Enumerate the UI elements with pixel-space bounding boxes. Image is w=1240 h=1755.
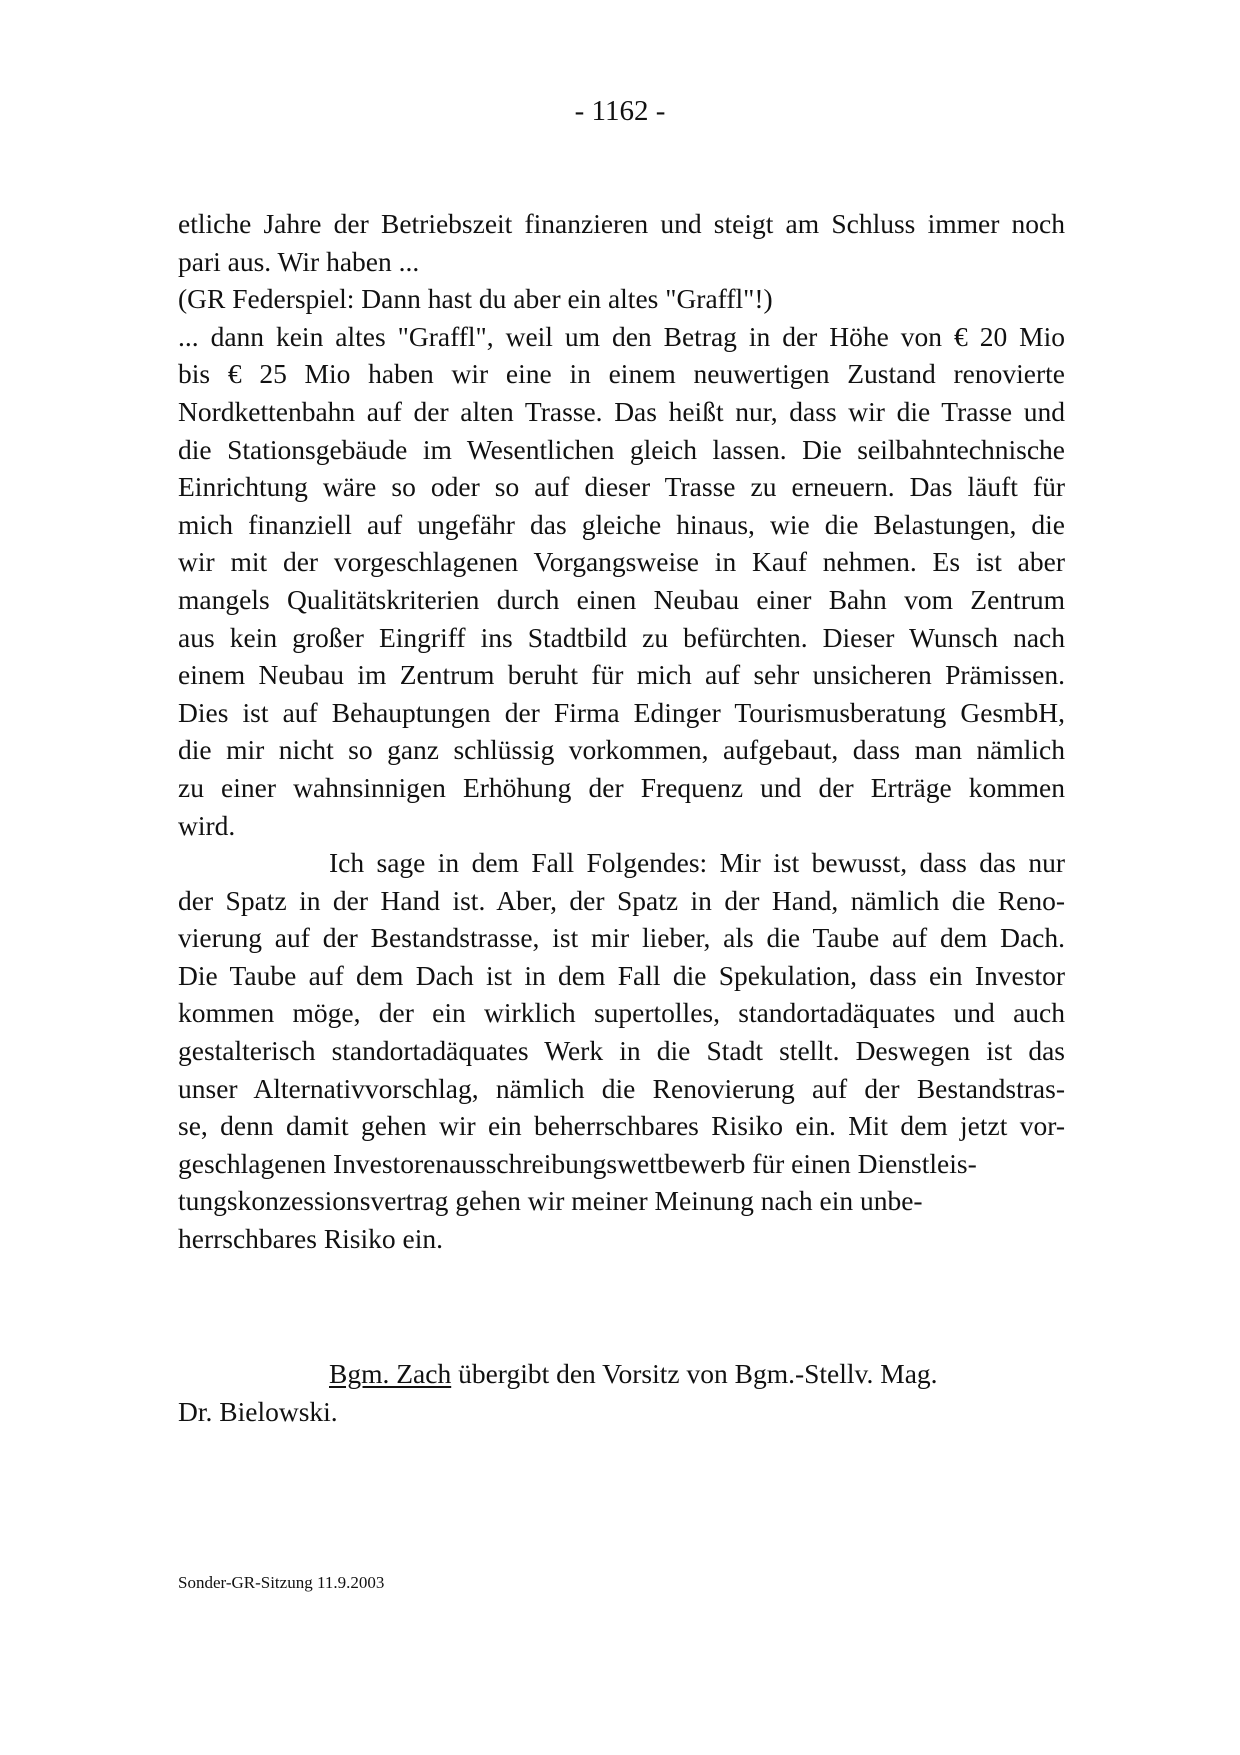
paragraph-continuation (178, 205, 1065, 844)
text-line: Nordkettenbahn auf der alten Trasse. Das heißt nur, dass wir die Trasse und (178, 395, 1065, 427)
text-line: zu einer wahnsinnigen Erhöhung der Frequenz und der Erträge kommen (178, 771, 1065, 803)
text-line: geschlagenen Investorenausschreibungswettbewerb für einen Dienstleis- (178, 1147, 977, 1179)
text-line: unser Alternativvorschlag, nämlich die Renovierung auf der Bestandstras- (178, 1072, 1065, 1104)
text-line: etliche Jahre der Betriebszeit finanzieren und steigt am Schluss immer noch (178, 208, 1065, 239)
text-line: wird. (178, 809, 236, 841)
text-line: kommen möge, der ein wirklich supertolles, standortadäquates und auch (178, 997, 1065, 1029)
text-line: Einrichtung wäre so oder so auf dieser Trasse zu erneuern. Das läuft für (178, 471, 1065, 503)
speaker-name: Bgm. Zach (329, 1358, 452, 1389)
text-line: gestalterisch standortadäquates Werk in die Stadt stellt. Deswegen ist das (178, 1035, 1065, 1067)
handover-line-1 (178, 1355, 1065, 1393)
text-line: die Stationsgebäude im Wesentlichen gleich lassen. Die seilbahntechnische (178, 433, 1065, 465)
handover-text: übergibt den Vorsitz von Bgm.-Stellv. Mag. (451, 1358, 938, 1389)
text-line: der Spatz in der Hand ist. Aber, der Spatz in der Hand, nämlich die Reno- (178, 884, 1065, 916)
chair-handover-note (178, 1355, 1065, 1431)
text-line: Ich sage in dem Fall Folgendes: Mir ist bewusst, dass das nur (329, 847, 1065, 879)
text-line: herrschbares Risiko ein. (178, 1223, 443, 1255)
text-line: se, denn damit gehen wir ein beherrschbares Risiko ein. Mit dem jetzt vor- (178, 1110, 1065, 1142)
text-line: ... dann kein altes "Graffl", weil um den Betrag in der Höhe von € 20 Mio (178, 320, 1065, 352)
text-line: pari aus. Wir haben ... (178, 245, 420, 277)
text-line: bis € 25 Mio haben wir eine in einem neuwertigen Zustand renovierte (178, 358, 1065, 390)
interjection-line: (GR Federspiel: Dann hast du aber ein altes "Graffl"!) (178, 283, 773, 315)
text-line: wir mit der vorgeschlagenen Vorgangsweise in Kauf nehmen. Es ist aber (178, 546, 1065, 578)
page-number: - 1162 - (574, 95, 666, 127)
text-line: aus kein großer Eingriff ins Stadtbild zu befürchten. Dieser Wunsch nach (178, 621, 1065, 653)
text-line: mich finanziell auf ungefähr das gleiche hinaus, wie die Belastungen, die (178, 508, 1065, 540)
text-line: Die Taube auf dem Dach ist in dem Fall die Spekulation, dass ein Investor (178, 959, 1065, 991)
text-line: die mir nicht so ganz schlüssig vorkommen, aufgebaut, dass man nämlich (178, 734, 1065, 766)
text-line: mangels Qualitätskriterien durch einen Neubau einer Bahn vom Zentrum (178, 583, 1065, 615)
text-line: Dies ist auf Behauptungen der Firma Edinger Tourismusberatung GesmbH, (178, 696, 1065, 728)
footer-session-label: Sonder-GR-Sitzung 11.9.2003 (178, 1573, 385, 1592)
text-line: tungskonzessionsvertrag gehen wir meiner Meinung nach ein unbe- (178, 1185, 923, 1217)
transcript-body (178, 205, 1065, 1258)
paragraph-2 (178, 844, 1065, 1258)
text-line: einem Neubau im Zentrum beruht für mich auf sehr unsicheren Prämissen. (178, 659, 1065, 691)
text-line: vierung auf der Bestandstrasse, ist mir lieber, als die Taube auf dem Dach. (178, 922, 1065, 954)
handover-line-2: Dr. Bielowski. (178, 1396, 338, 1427)
